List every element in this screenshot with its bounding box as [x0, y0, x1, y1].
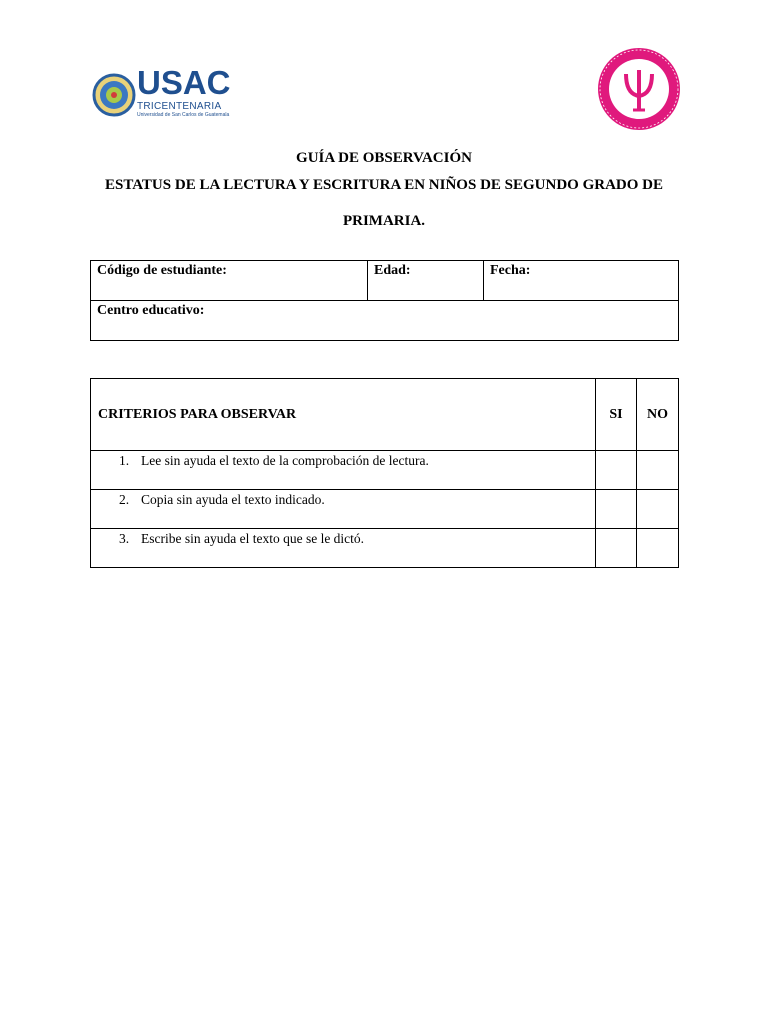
si-checkbox-cell[interactable]: [596, 529, 637, 568]
criterion-cell: [91, 490, 596, 529]
fecha-cell[interactable]: [484, 261, 679, 301]
criterion-text: Lee sin ayuda el texto de la comprobación de lectura.: [141, 453, 429, 468]
usac-tagline: Universidad de San Carlos de Guatemala: [137, 112, 230, 118]
criterios-header: CRITERIOS PARA OBSERVAR: [91, 379, 596, 451]
edad-label: Edad:: [374, 263, 411, 278]
si-checkbox-cell[interactable]: [596, 490, 637, 529]
psychology-school-logo: [596, 46, 682, 132]
centro-label: Centro educativo:: [97, 303, 205, 318]
table-row: [91, 529, 679, 568]
criterion-text: Copia sin ayuda el texto indicado.: [141, 492, 325, 507]
usac-seal-logo: [92, 70, 136, 120]
usac-wordmark: USAC: [137, 64, 231, 101]
edad-cell[interactable]: [368, 261, 484, 301]
student-info-table: [90, 260, 679, 341]
codigo-cell[interactable]: [91, 261, 368, 301]
centro-cell[interactable]: [91, 301, 679, 341]
document-subtitle-line2: PRIMARIA.: [342, 213, 426, 229]
criterion-cell: [91, 529, 596, 568]
no-checkbox-cell[interactable]: [637, 490, 679, 529]
table-row: [91, 451, 679, 490]
criterion-cell: [91, 451, 596, 490]
row-number: 2.: [119, 492, 130, 507]
document-title: GUÍA DE OBSERVACIÓN: [296, 150, 472, 166]
si-checkbox-cell[interactable]: [596, 451, 637, 490]
table-row: [91, 490, 679, 529]
row-number: 3.: [119, 531, 130, 546]
no-header: NO: [637, 379, 679, 451]
fecha-label: Fecha:: [490, 263, 531, 278]
criteria-table: [90, 378, 679, 568]
usac-subtitle: TRICENTENARIA: [137, 101, 222, 112]
document-subtitle-line1: ESTATUS DE LA LECTURA Y ESCRITURA EN NIÑOS DE SEGUNDO GRADO DE: [104, 177, 664, 193]
row-number: 1.: [119, 453, 130, 468]
no-checkbox-cell[interactable]: [637, 451, 679, 490]
codigo-label: Código de estudiante:: [97, 263, 227, 278]
criterion-text: Escribe sin ayuda el texto que se le dictó.: [141, 531, 365, 546]
si-header: SI: [596, 379, 637, 451]
no-checkbox-cell[interactable]: [637, 529, 679, 568]
